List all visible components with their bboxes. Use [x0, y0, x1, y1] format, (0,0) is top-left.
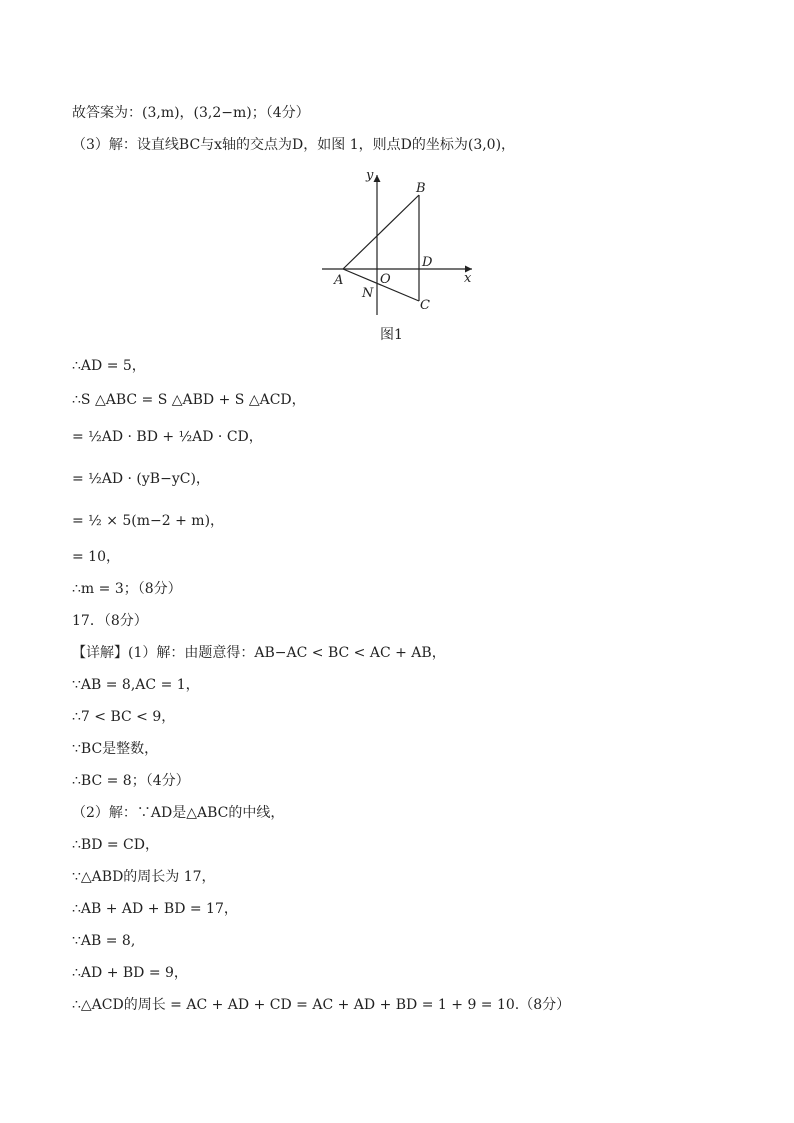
step-line: ∴BD = CD， [72, 837, 159, 853]
segment-ab [343, 195, 419, 269]
step-line: = 10， [72, 549, 120, 565]
step-line: = ½AD · BD + ½AD · CD， [72, 429, 263, 445]
detail-line: 【详解】(1）解：由题意得：AB−AC < BC < AC + AB， [72, 645, 446, 661]
step-line: ∵AB = 8, [72, 933, 136, 949]
step-line: = ½AD · (yB−yC)， [72, 471, 210, 487]
x-axis-label: x [464, 271, 472, 286]
step-line: = ½ × 5(m−2 + m)， [72, 513, 225, 529]
final-line: ∴△ACD的周长 = AC + AD + CD = AC + AD + BD = 1 + 9 = 10.（8分） [72, 997, 571, 1013]
step-line: ∴AD + BD = 9， [72, 965, 188, 981]
step-line: ∵BC是整数， [72, 741, 159, 757]
origin-label: O [380, 272, 391, 287]
point-c-label: C [420, 298, 430, 313]
part3-intro-line: （3）解：设直线BC与x轴的交点为D，如图 1，则点D的坐标为(3,0)， [72, 137, 516, 153]
part2-line: （2）解：∵AD是△ABC的中线， [72, 805, 285, 821]
y-axis-label: y [366, 168, 374, 183]
figure-caption: 图1 [380, 327, 403, 343]
point-d-label: D [422, 255, 433, 270]
problem-number: 17．（8分） [72, 613, 148, 629]
step-line: ∴BC = 8；（4分） [72, 773, 190, 789]
point-n-label: N [362, 286, 374, 301]
step-line: ∴m = 3；（8分） [72, 581, 182, 597]
step-line: ∴7 < BC < 9， [72, 709, 176, 725]
step-line: ∴AB + AD + BD = 17， [72, 901, 238, 917]
step-line: ∴AD = 5， [72, 358, 146, 374]
answer-line: 故答案为：(3,m)，(3,2−m)；（4分） [72, 105, 310, 121]
step-line: ∵AB = 8,AC = 1， [72, 677, 200, 693]
figure-1 [316, 165, 486, 315]
step-line: ∴S △ABC = S △ABD + S △ACD， [72, 392, 306, 408]
step-line: ∵△ABD的周长为 17， [72, 869, 216, 885]
coordinate-diagram [316, 165, 486, 315]
point-a-label: A [334, 273, 344, 288]
point-b-label: B [416, 181, 426, 196]
